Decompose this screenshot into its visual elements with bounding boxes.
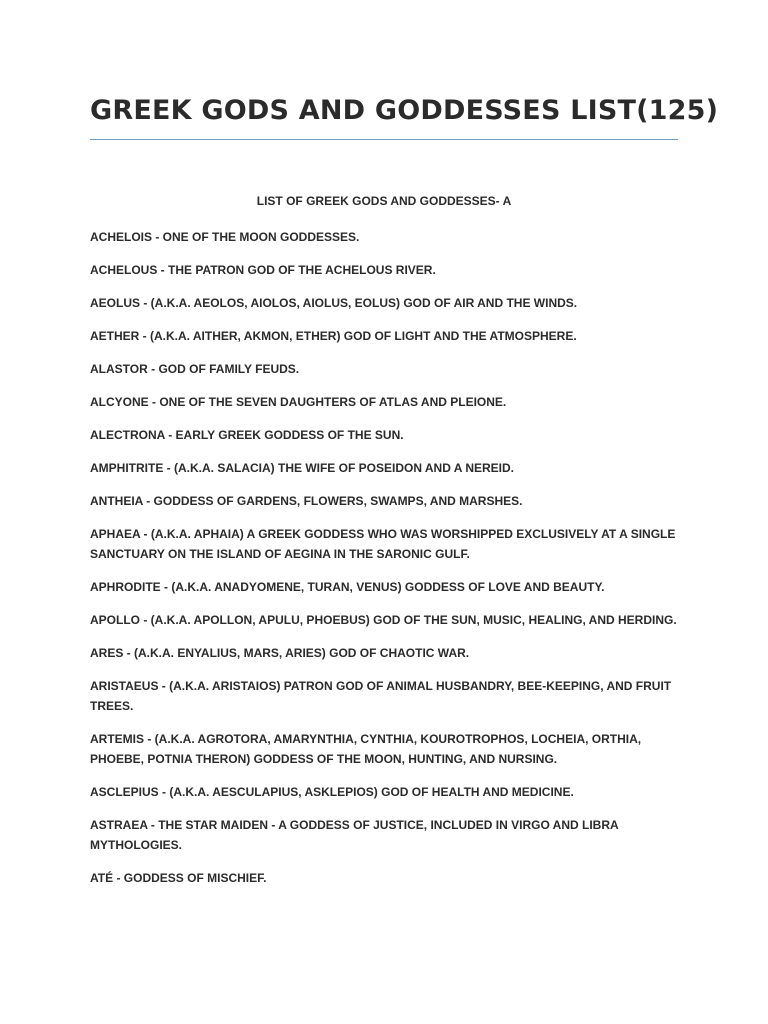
list-item: ASTRAEA - THE STAR MAIDEN - A GODDESS OF JUSTICE, INCLUDED IN VIRGO AND LIBRA MYTHOLOGIES. — [90, 818, 619, 852]
list-item: AETHER - (A.K.A. AITHER, AKMON, ETHER) GOD OF LIGHT AND THE ATMOSPHERE. — [90, 329, 577, 343]
list-item: APOLLO - (A.K.A. APOLLON, APULU, PHOEBUS) GOD OF THE SUN, MUSIC, HEALING, AND HERDING. — [90, 613, 677, 627]
list-item: ALASTOR - GOD OF FAMILY FEUDS. — [90, 362, 300, 376]
page-title: GREEK GODS AND GODDESSES LIST(125) — [90, 95, 719, 126]
list-item: ALCYONE - ONE OF THE SEVEN DAUGHTERS OF ATLAS AND PLEIONE. — [90, 395, 507, 409]
list-item: ARES - (A.K.A. ENYALIUS, MARS, ARIES) GOD OF CHAOTIC WAR. — [90, 646, 470, 660]
list-item: APHAEA - (A.K.A. APHAIA) A GREEK GODDESS WHO WAS WORSHIPPED EXCLUSIVELY AT A SINGLE SANCTUARY ON THE ISLAND OF AEGINA IN THE SARONIC GULF. — [90, 527, 676, 561]
list-item: ARTEMIS - (A.K.A. AGROTORA, AMARYNTHIA, CYNTHIA, KOUROTROPHOS, LOCHEIA, ORTHIA, PHOEBE, POTNIA THERON) GODDESS OF THE MOON, HUNTING, AND NURSING. — [90, 732, 642, 766]
title-divider — [90, 139, 678, 140]
list-item: ATÉ - GODDESS OF MISCHIEF. — [90, 871, 267, 885]
list-item: ACHELOIS - ONE OF THE MOON GODDESSES. — [90, 230, 360, 244]
entry-list — [90, 227, 678, 901]
list-item: AMPHITRITE - (A.K.A. SALACIA) THE WIFE OF POSEIDON AND A NEREID. — [90, 461, 514, 475]
list-item: ACHELOUS - THE PATRON GOD OF THE ACHELOUS RIVER. — [90, 263, 436, 277]
list-item: ARISTAEUS - (A.K.A. ARISTAIOS) PATRON GOD OF ANIMAL HUSBANDRY, BEE-KEEPING, AND FRUIT TREES. — [90, 679, 672, 713]
list-item: ASCLEPIUS - (A.K.A. AESCULAPIUS, ASKLEPIOS) GOD OF HEALTH AND MEDICINE. — [90, 785, 574, 799]
list-item: ANTHEIA - GODDESS OF GARDENS, FLOWERS, SWAMPS, AND MARSHES. — [90, 494, 523, 508]
section-heading: LIST OF GREEK GODS AND GODDESSES- A — [256, 194, 512, 208]
list-item: APHRODITE - (A.K.A. ANADYOMENE, TURAN, VENUS) GODDESS OF LOVE AND BEAUTY. — [90, 580, 605, 594]
list-item: AEOLUS - (A.K.A. AEOLOS, AIOLOS, AIOLUS, EOLUS) GOD OF AIR AND THE WINDS. — [90, 296, 578, 310]
list-item: ALECTRONA - EARLY GREEK GODDESS OF THE SUN. — [90, 428, 404, 442]
